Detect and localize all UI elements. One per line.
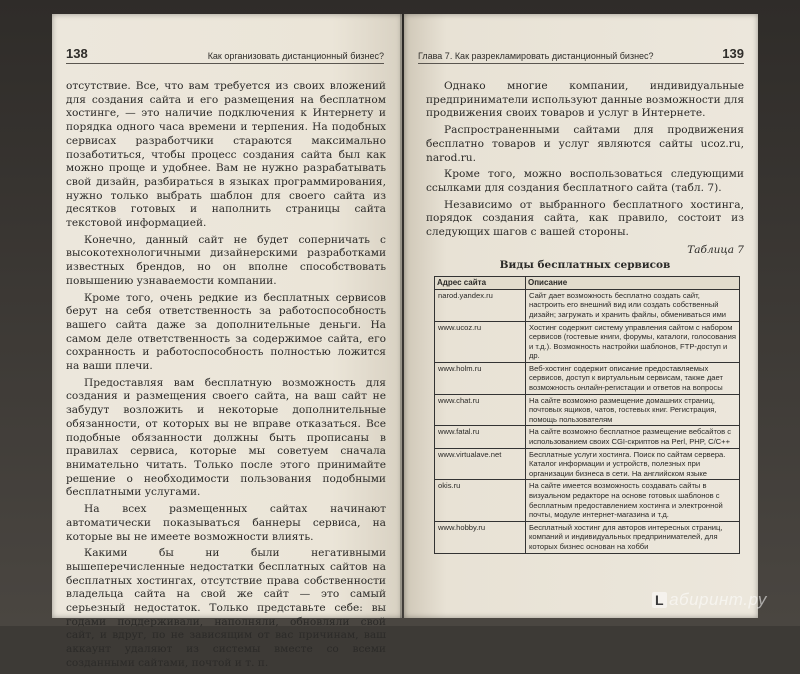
site-description: На сайте возможно бесплатное размещение вебсайтов с использованием своих CGI-скриптов на Perl, PHP, C/C++ [526, 426, 740, 448]
site-address: okis.ru [435, 480, 526, 521]
site-address: narod.yandex.ru [435, 289, 526, 321]
site-description: На сайте имеется возможность создавать сайты в визуальном редакторе на основе готовых шаблонов с бесплатным предоставлением хостинга и электронной почты, модуле интернет-магазина и т.д. [526, 480, 740, 521]
right-page-number: 139 [722, 46, 744, 61]
table-row [435, 480, 740, 521]
left-paragraph: Какими бы ни были негативными вышеперечисленные недостатки бесплатных сайтов на бесплатных хостингах, отсутствие права собственности владельца сайта на свой же сайт — это самый серьезный недостаток. Только представьте себе: вы годами поддерживали, наполняли, обновляли свой сайт, и вдруг, по не зависящим от вас причинам, ваш аккаунт удаляют из системы вместе со всеми созданными сайтами, почтой и т. п. [66, 547, 386, 669]
right-page [404, 14, 758, 618]
labirint-watermark [652, 590, 767, 610]
table-header-site: Адрес сайта [435, 277, 526, 290]
right-running-head [418, 46, 744, 64]
table-title: Виды бесплатных сервисов [499, 259, 671, 272]
right-paragraph: Кроме того, можно воспользоваться следующими ссылками для создания бесплатного сайта (табл. 7). [426, 168, 744, 194]
site-description: Хостинг содержит систему управления сайтом с набором сервисов (гостевые книги, форумы, каталоги, голосования и т.д.). Возможность настройки шаблонов, FTP-доступ и др. [526, 321, 740, 362]
left-paragraph: Предоставляя вам бесплатную возможность для создания и размещения своего сайта, на ваш сайт не забудут возложить и некоторые дополнительные обязанности, от которых вы не вправе отказаться. Все подобные обязанности должны быть прописаны в правилах сервиса, которые мы советуем сначала внимательно читать. Только после этого принимайте решение о необходимости пользования подобными бесплатными услугами. [66, 376, 386, 499]
left-running-head [66, 46, 384, 64]
table-header-row [435, 277, 740, 290]
left-paragraph: На всех размещенных сайтах начинают автоматически показываться баннеры сервиса, на которые вы не имеете возможности влиять. [66, 503, 386, 543]
left-page [52, 14, 402, 669]
site-description: Сайт дает возможность бесплатно создать сайт, настроить его внешний вид или создать собственный дизайн; загружать и хранить файлы, обмениваться ими [526, 289, 740, 321]
table-header-description: Описание [526, 277, 740, 290]
table-row [435, 289, 740, 321]
left-page-number: 138 [66, 46, 88, 61]
table-row [435, 426, 740, 448]
right-paragraph: Независимо от выбранного бесплатного хостинга, порядок создания сайта, как правило, состоит из следующих шагов с вашей стороны. [426, 198, 744, 239]
services-table [434, 276, 740, 553]
right-paragraph: Однако многие компании, индивидуальные предприниматели используют данные возможности для продвижения своих товаров и услуг в Интернете. [426, 80, 745, 120]
left-paragraph: Кроме того, очень редкие из бесплатных сервисов берут на себя ответственность за работоспособность вашего сайта даже за дополнительные деньги. На самом деле ответственность за содержимое сайта, его сохранность и работоспособность полностью ложится на ваши плечи. [66, 291, 386, 373]
site-address: www.holm.ru [435, 362, 526, 394]
right-body-text [426, 80, 744, 554]
watermark-text: абиринт.ру [669, 590, 767, 609]
site-address: www.ucoz.ru [435, 321, 526, 362]
site-address: www.virtualave.net [435, 448, 526, 480]
site-address: www.fatal.ru [435, 426, 526, 448]
table-row [435, 521, 740, 553]
table-row [435, 448, 740, 480]
left-paragraph: отсутствие. Все, что вам требуется из своих вложений для создания сайта и его размещения на бесплатном хостинге, — это наличие подключения к Интернету и порядка одного часа времени и терпения. На подобных сервисах разработчики стараются максимально позаботиться, чтобы процесс создания сайта был как можно проще и удобнее. Вам не нужно разрабатывать свой дизайн, разбираться в языках программирования, нужно только выбрать шаблон для своего сайта из десятков готовых и наполнить страницы сайта текстовой информацией. [66, 80, 386, 230]
table-row [435, 321, 740, 362]
left-paragraph: Конечно, данный сайт не будет соперничать с высокотехнологичными дизайнерскими разработками известных брендов, но он вполне способствовать повышению узнаваемости компании. [66, 233, 386, 287]
table-row [435, 362, 740, 394]
right-running-title: Глава 7. Как разрекламировать дистанционный бизнес? [418, 51, 654, 61]
site-description: Веб-хостинг содержит описание предоставляемых сервисов, доступ к виртуальным сервисам, также дает возможность онлайн-регистации и ответов на вопросы [526, 362, 740, 394]
table-row [435, 394, 740, 426]
site-address: www.hobby.ru [435, 521, 526, 553]
site-description: Бесплатные услуги хостинга. Поиск по сайтам сервера. Каталог информации и устройств, полезных при организации бизнеса в сети. На английском языке [526, 448, 740, 480]
site-address: www.chat.ru [435, 394, 526, 426]
watermark-badge: L [652, 592, 667, 608]
left-body-text [66, 80, 386, 674]
table-caption: Таблица 7 [687, 243, 744, 256]
site-description: Бесплатный хостинг для авторов интересных страниц, компаний и индивидуальных предпринимателей, для которых бизнес основан на хобби [526, 521, 740, 553]
left-running-title: Как организовать дистанционный бизнес? [207, 51, 384, 61]
site-description: На сайте возможно размещение домашних страниц, почтовых ящиков, чатов, гостевых книг. Регистрация, помощь пользователям [526, 394, 740, 426]
right-paragraph: Распространенными сайтами для продвижения бесплатно товаров и услуг являются сайты ucoz.ru, narod.ru. [426, 124, 744, 164]
